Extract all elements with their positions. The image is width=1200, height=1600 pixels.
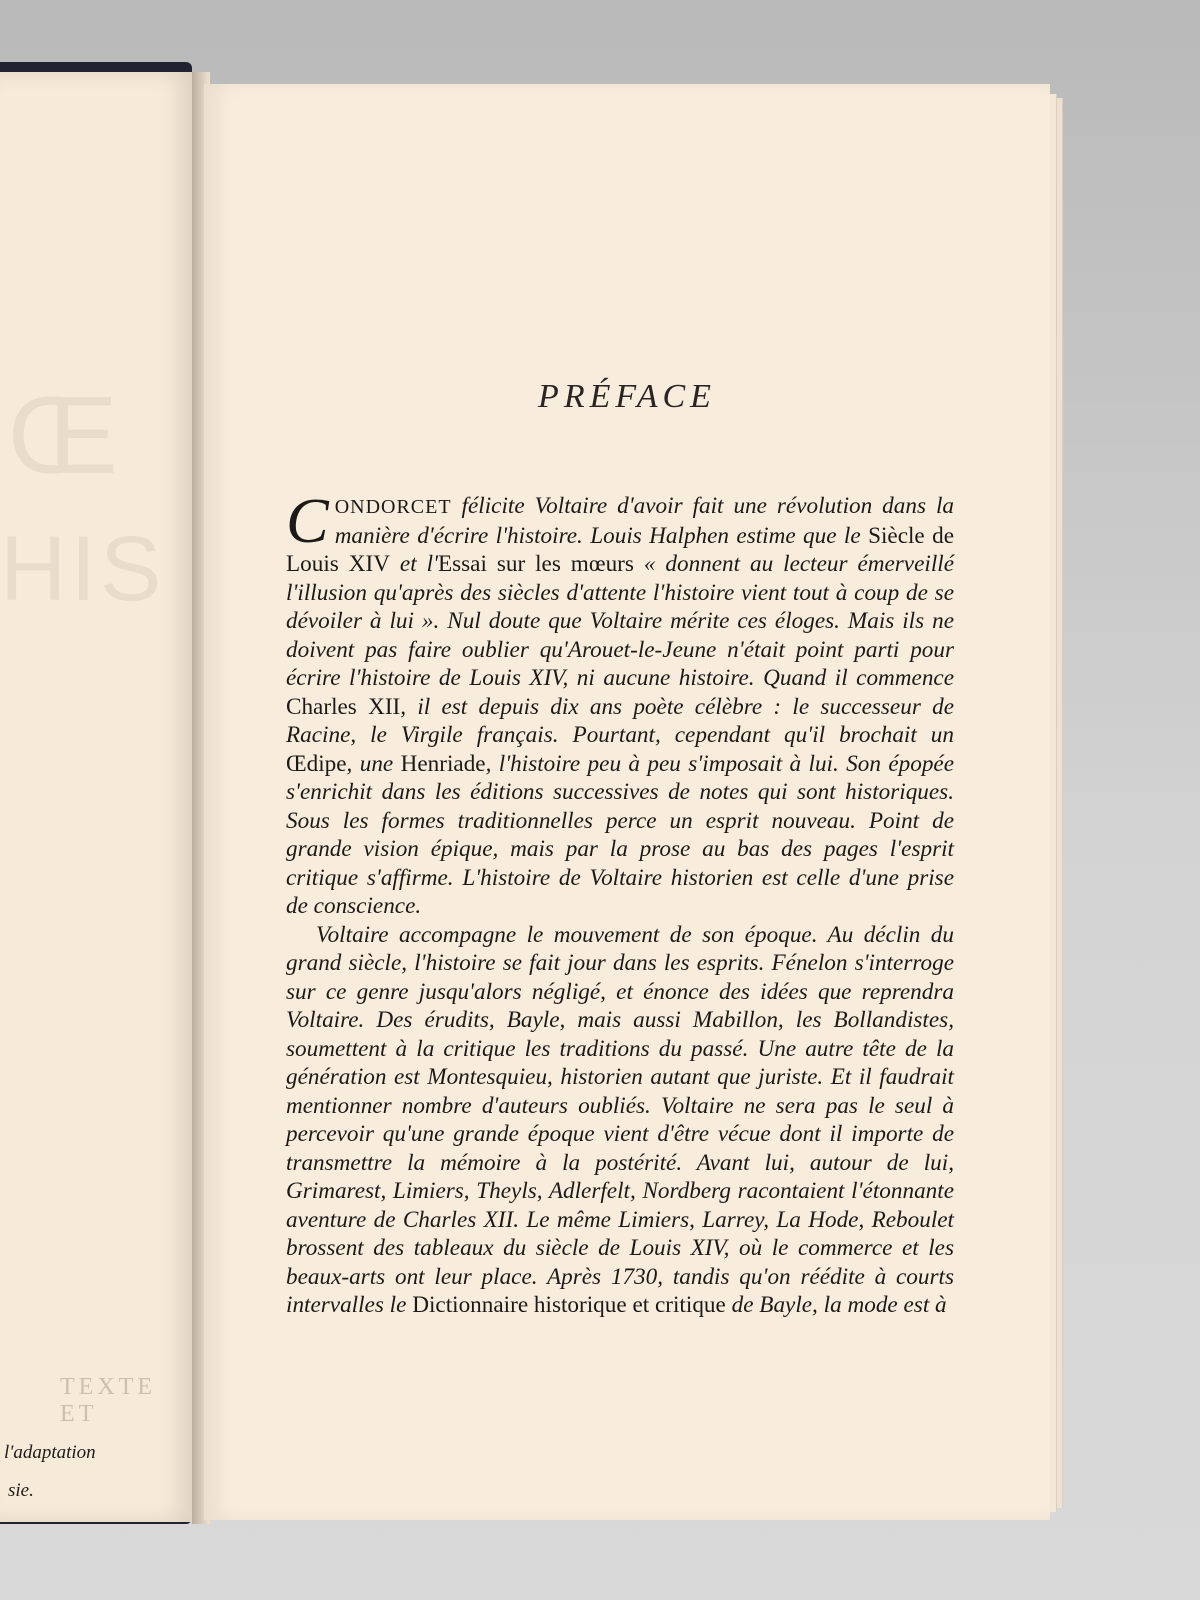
text-run: , l'histoire peu à peu s'imposait à lui. Son épopée s'enrichit dans les éditions successives de notes qui sont historiques. Sous les formes traditionnelles perce un esprit nouveau. Point de grande vision épique, mais par la prose au bas des pages l'esprit critique s'affirme. L'histoire de Voltaire historien est celle d'une prise de conscience. bbox=[286, 750, 954, 919]
book-title: Siècle de Louis XIV bbox=[286, 522, 954, 577]
preface-body bbox=[286, 485, 955, 1320]
text-run: Voltaire accompagne le mouvement de son époque. Au déclin du grand siècle, l'histoire se fait jour dans les esprits. Fénelon s'interroge sur ce genre jusqu'alors négligé, et énonce des idées que reprendra Voltaire. Des érudits, Bayle, mais aussi Mabillon, les Bollandistes, soumettent à la critique les traditions du passé. Une autre tête de la génération est Montesquieu, historien autant que juriste. Et il faudrait mentionner nombre d'auteurs oubliés. Voltaire ne sera pas le seul à percevoir qu'une grande époque vient d'être vécue dont il importe de transmettre la mémoire à la postérité. Avant lui, autour de lui, Grimarest, Limiers, Theyls, Adlerfelt, Nordberg racontaient l'étonnante aventure de Charles XII. Le même Limiers, Larrey, La Hode, Reboulet brossent des tableaux du siècle de Louis XIV, où le commerce et les beaux-arts ont leur place. Après 1730, tandis qu'on réédite à courts intervalles le bbox=[286, 921, 954, 1318]
book-title: Henriade bbox=[400, 750, 486, 777]
text-run: de Bayle, la mode est à bbox=[725, 1292, 947, 1318]
text-run: et l' bbox=[389, 551, 438, 577]
book-title: Œdipe bbox=[286, 750, 347, 777]
book-title: Essai sur les mœurs bbox=[437, 551, 634, 577]
text-run: « donnent au lecteur émerveillé l'illusion qu'après des siècles d'attente l'histoire vient tout à coup de se dévoiler à lui ». Nul doute que Voltaire mérite ces éloges. Mais ils ne doivent pas faire oublier qu'Arouet-le-Jeune n'était point parti pour écrire l'histoire de Louis XIV, ni aucune histoire. Quand il commence bbox=[286, 551, 955, 691]
book-title: Charles XII bbox=[286, 693, 401, 720]
drop-cap: C bbox=[286, 485, 329, 556]
show-through-cover-text: TEXTE ET bbox=[60, 1374, 156, 1427]
page-title: PRÉFACE bbox=[538, 378, 716, 415]
left-page-line: sie. bbox=[8, 1480, 34, 1501]
paragraph bbox=[286, 485, 955, 921]
show-through-letters: Œ bbox=[8, 374, 120, 497]
text-run: félicite Voltaire d'avoir fait une révolution dans la manière d'écrire l'histoire. Louis Halphen estime que le bbox=[334, 493, 954, 549]
right-page bbox=[204, 84, 1050, 1520]
paragraph bbox=[286, 921, 954, 1320]
book-title: Dictionnaire historique et critique bbox=[412, 1292, 726, 1318]
left-page-line: l'adaptation bbox=[4, 1442, 96, 1463]
text-run: , une bbox=[346, 750, 401, 777]
left-page bbox=[0, 72, 198, 1522]
show-through-letters: HIS bbox=[0, 518, 166, 620]
text-run: , il est depuis dix ans poète célèbre : le successeur de Racine, le Virgile français. Pourtant, cependant qu'il brochait un bbox=[286, 693, 954, 748]
small-caps-lead: ONDORCET bbox=[334, 496, 452, 518]
